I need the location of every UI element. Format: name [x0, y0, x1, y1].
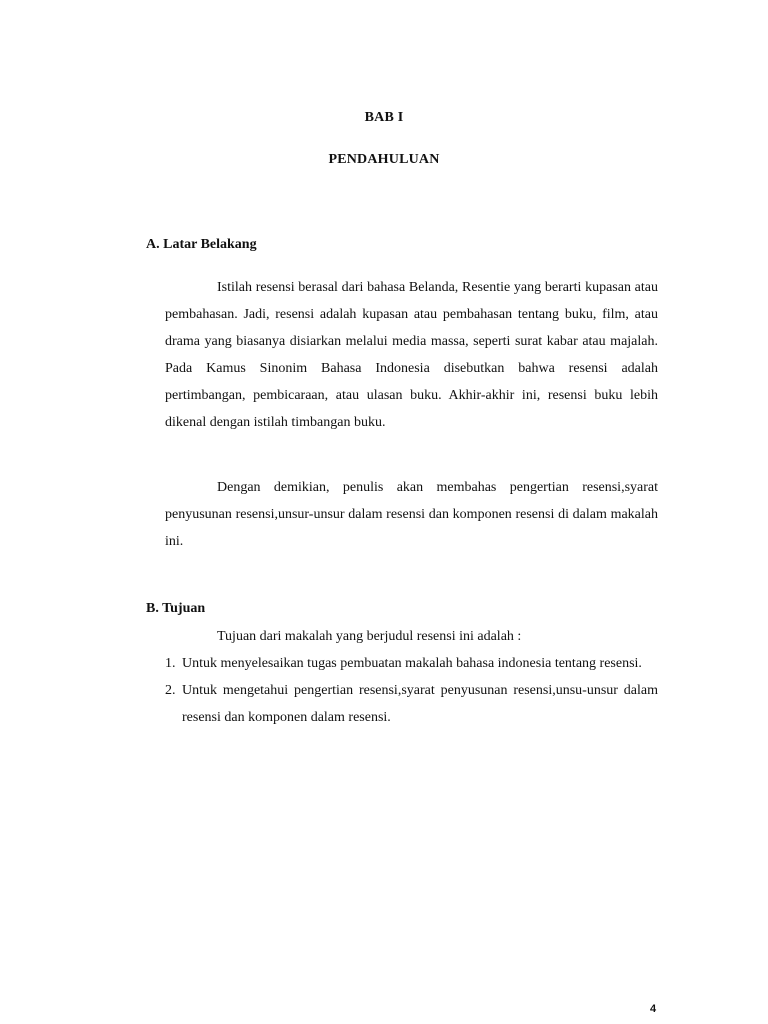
chapter-label: BAB I [364, 110, 404, 125]
section-b-heading: B. Tujuan [146, 601, 206, 616]
list-item-number: 1. [165, 656, 176, 671]
page-number: 4 [650, 1003, 657, 1015]
section-b-intro: Tujuan dari makalah yang berjudul resensi ini adalah : [217, 629, 522, 644]
section-a-heading: A. Latar Belakang [146, 237, 257, 252]
objectives-list [165, 650, 658, 731]
list-item [165, 650, 658, 677]
list-item-number: 2. [165, 683, 176, 698]
list-item [165, 677, 658, 731]
section-a-paragraph-2: Dengan demikian, penulis akan membahas pengertian resensi,syarat penyusunan resensi,unsur-unsur dalam resensi dan komponen resensi di dalam makalah ini. [165, 480, 658, 549]
list-item-text: Untuk menyelesaikan tugas pembuatan makalah bahasa indonesia tentang resensi. [182, 656, 642, 671]
chapter-title: PENDAHULUAN [328, 152, 440, 167]
list-item-text: Untuk mengetahui pengertian resensi,syarat penyusunan resensi,unsu-unsur dalam resensi dan komponen dalam resensi. [182, 683, 658, 725]
section-a-paragraph-1: Istilah resensi berasal dari bahasa Belanda, Resentie yang berarti kupasan atau pembahasan. Jadi, resensi adalah kupasan atau pembahasan tentang buku, film, atau drama yang biasanya disiarkan melalui media massa, seperti surat kabar atau majalah. Pada Kamus Sinonim Bahasa Indonesia disebutkan bahwa resensi adalah pertimbangan, pembicaraan, atau ulasan buku. Akhir-akhir ini, resensi buku lebih dikenal dengan istilah timbangan buku. [165, 280, 658, 430]
